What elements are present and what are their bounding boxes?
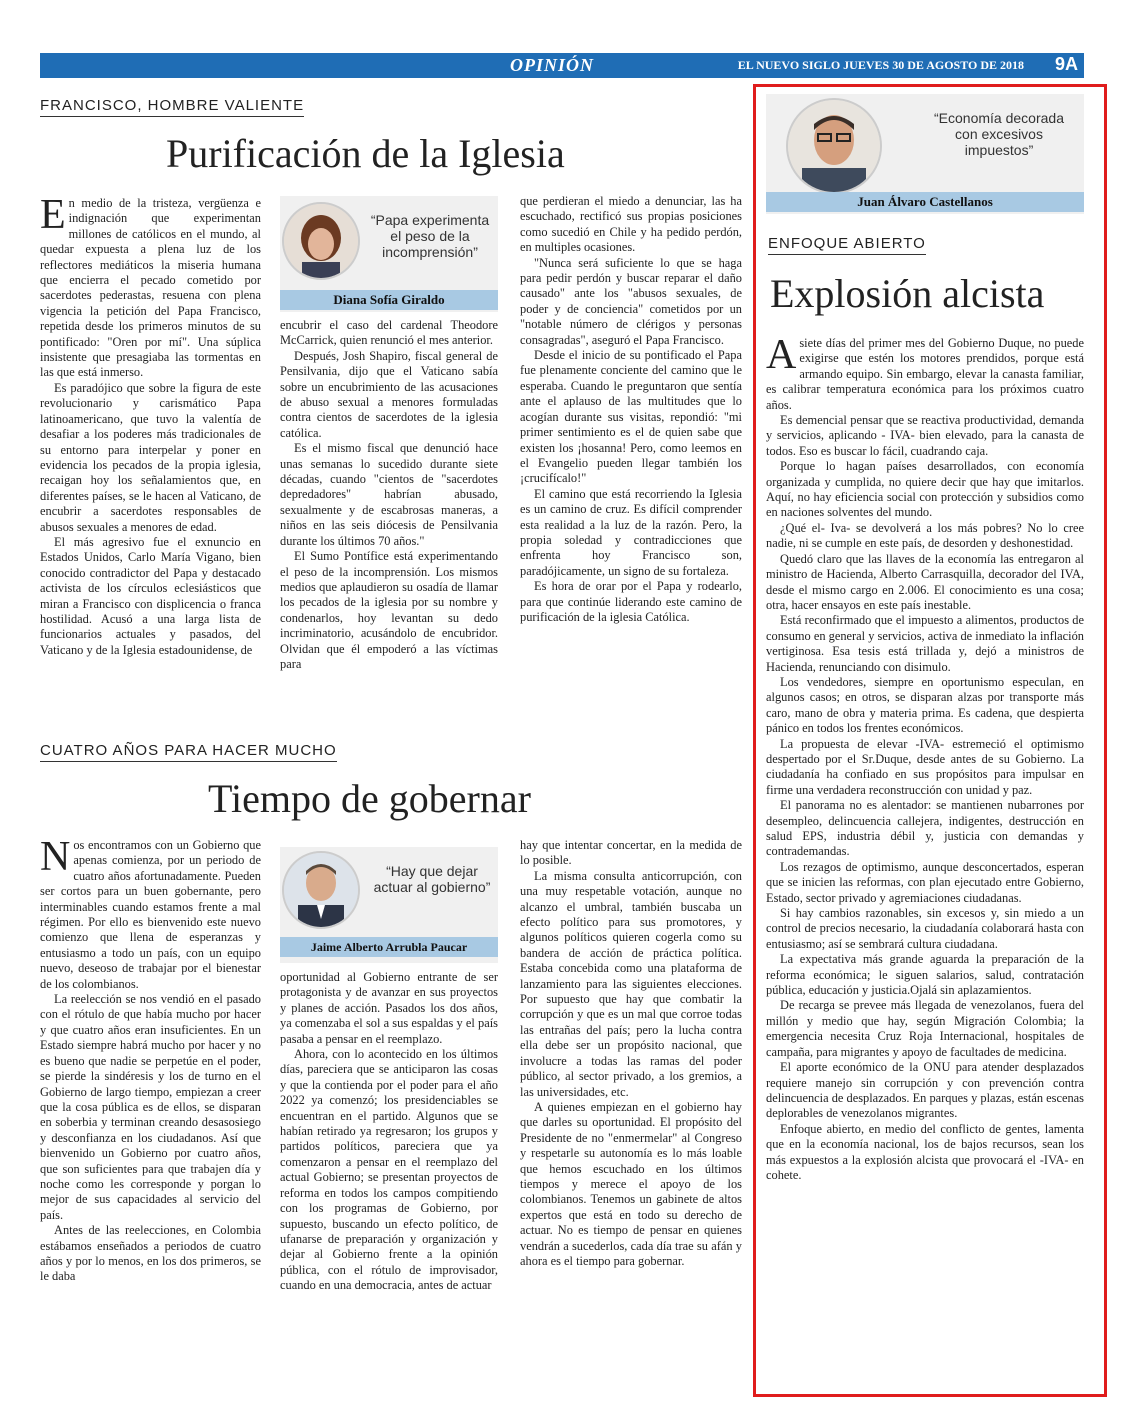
paragraph: Porque lo hagan países desarrollados, con economía organizada y cumplida, no quiere decir que hay que imitarlos. Aquí, no hay eficiencia social con protección y subsidios como en naciones solventes del mundo.	[766, 459, 1084, 520]
paragraph: oportunidad al Gobierno entrante de ser protagonista y de avanzar en sus proyectos y planes de acción. Pasados los dos años, ya comenzaba el sol a sus espaldas y el país pasaba a pensar en el reemplazo.	[280, 970, 498, 1046]
paragraph: Asiete días del primer mes del Gobierno Duque, no puede exigirse que estén los motores prendidos, porque está armando equipo. Sin embargo, elevar la canasta familiar, es calibrar temperatura económica para los próximos cuatro años.	[766, 336, 1084, 412]
paragraph: Es demencial pensar que se reactiva productividad, demanda y servicios, aplicando - IVA- bien elevado, para la canasta de todos. Eso es buscar lo fácil, cuadrando caja.	[766, 413, 1084, 458]
article3-author-box	[766, 94, 1084, 214]
article2-author: Jaime Alberto Arrubla Paucar	[280, 937, 498, 957]
paragraph: encubrir el caso del cardenal Theodore McCarrick, quien renunció el mes anterior.	[280, 318, 498, 348]
paragraph: Es hora de orar por el Papa y rodearlo, para que continúe liderando este camino de purificación de la iglesia Católica.	[520, 579, 742, 624]
paragraph: La misma consulta anticorrupción, con una muy respetable votación, aunque no alcanzo el umbral, también buscaba un efecto político para sus promotores, y algunos políticos quieren cogerla como su bandera de acción de práctica política. Estaba concebida como una plataforma de lanzamiento para las siguientes elecciones. Por supuesto que hay que combatir la corrupción y que es un mal que corroe todas las entrañas del país; pero la lucha contra ella debe ser un propósito nacional, que involucre a todas las ramas del poder público, al sector privado, a los gremios, a las universidades, etc.	[520, 868, 742, 1099]
article2-column-1	[40, 838, 261, 1378]
paragraph: Enfoque abierto, en medio del conflicto de gentes, lamenta que en la economía nacional, los de bajos recursos, sean los más expuestos a la explosión alcista que provocará el -IVA- en cohete.	[766, 1121, 1084, 1182]
paragraph: El más agresivo fue el exnuncio en Estados Unidos, Carlo María Vigano, bien conocido contradictor del Papa y destacado activista de los círculos eclesiásticos que miran a Francisco con displicencia o franca hostilidad. Acusó a una larga lista de funcionarios actuales y pasados, del Vaticano y de la Iglesia estadounidense, de	[40, 534, 261, 657]
section-title: OPINIÓN	[510, 55, 595, 75]
paragraph: El Sumo Pontífice está experimentando el peso de la incomprensión. Los mismos medios que aplaudieron su osadía de llamar los pecados de la iglesia por su nombre y condenarlos, hoy levantan su dedo incriminatorio, acusándolo de encubridor. Olvidan que él empoderó a las víctimas para	[280, 549, 498, 671]
article1-column-2	[280, 318, 498, 716]
paragraph: ¿Qué el- Iva- se devolverá a los más pobres? No lo cree nadie, ni se cumple en este país, de desorden y deshonestidad.	[766, 520, 1084, 551]
paragraph: hay que intentar concertar, en la medida de lo posible.	[520, 838, 742, 868]
paragraph: De recarga se prevee más llegada de venezolanos, fuera del millón y medio que hay, según Migración Colombia; la emergencia necesita Cruz Roja Internacional, hospitales de campaña, para migrantes y apoyo de facultades de medicina.	[766, 998, 1084, 1059]
paragraph: "Nunca será suficiente lo que se haga para pedir perdón y buscar reparar el daño causado" ante los "abusos sexuales, de poder y de conciencia" cometidos por un "notable número de clérigos y personas consagradas", aseguró el Papa Francisco.	[520, 255, 742, 347]
article3-body	[766, 336, 1084, 1380]
article1-headline: Purificación de la Iglesia	[166, 131, 565, 176]
paragraph: Los vendedores, siempre en oportunismo especulan, en algunos casos; en otros, se disparan alzas por transporte más caro, mano de obra y materia prima. Es cadena, que despierta pánico en todos los frentes económicos.	[766, 674, 1084, 736]
paragraph: El camino que está recorriendo la Iglesia es un camino de cruz. Es difícil comprender esta realidad a la luz de la razón. Pero, la propia soledad y contradicciones que enfrenta hoy Francisco son, paradójicamente, un signo de su fortaleza.	[520, 486, 742, 578]
paragraph: Desde el inicio de su pontificado el Papa fue plenamente conciente del camino que le esperaba. Cuando le preguntaron que sentía ante el aplauso de las multitudes que lo acogían durante sus visitas, repondió: "mi primer sentimiento es el de quien sabe que existen los ¡hosanna! Pero, como leemos en el Evangelio pueden llegar también los ¡crucifícalo!"	[520, 348, 742, 486]
article3-headline: Explosión alcista	[770, 271, 1045, 316]
article2-author-box	[280, 847, 498, 963]
author-photo-juan	[786, 98, 882, 194]
article2-column-3	[520, 838, 742, 1378]
article3-author: Juan Álvaro Castellanos	[766, 192, 1084, 212]
paragraph: Los rezagos de optimismo, aunque desconcertados, esperan que se inicien las reformas, con plan ejecutado entre Gobierno, Estado, sector privado y agremiaciones ciudadanas.	[766, 859, 1084, 905]
paragraph: que perdieran el miedo a denunciar, las ha escuchado, rectificó sus propias posiciones como sucedió en Chile y ha pedido perdón, en multiples ocasiones.	[520, 194, 742, 255]
paragraph: El panorama no es alentador: se mantienen nubarrones por desempleo, delincuencia callejera, indigentes, destrucción en salud EPS, industria débil y, justicia con demandas y contrademandas.	[766, 798, 1084, 859]
article2-quote: “Hay que dejar actuar al gobierno”	[373, 863, 491, 895]
paragraph: Si hay cambios razonables, sin excesos y, sin miedo a un control de precios necesario, la ciudadanía colaborará hasta con entusiasmo; así se sembrará cultura ciudadana.	[766, 906, 1084, 951]
paragraph: Está reconfirmado que el impuesto a alimentos, productos de consumo en general y servicios, activa de inmediato la inflación vertiginosa. Esa tesis está trillada y, dejó a ministros de Hacienda, renunciando con disimulo.	[766, 613, 1084, 674]
paragraph: Ahora, con lo acontecido en los últimos días, pareciera que se anticiparon las cosas y que la contienda por el poder para el año 2022 ya comenzó; los presidenciables se encuentran en el partido. Algunos que se habían retirado ya regresaron; los grupos y partidos políticos, pareciera que ya comenzaron a pensar en el reemplazo del actual Gobierno; se presentan proyectos de reforma en todos los campos compitiendo con los programas de Gobierno, por supuesto, buscando un efecto político, de ufanarse de preparación y organización y dejar al Gobierno frente a la opinión pública, con el rótulo de improvisador, cuando en una democracia, antes de actuar	[280, 1047, 498, 1293]
article2-headline: Tiempo de gobernar	[208, 776, 531, 821]
paragraph: El aporte económico de la ONU para atender desplazados requiere manejo sin corrupción y con prevención contra delincuencia de desplazados. En parques y plazas, están escenas deplorables de venezolanos migrantes.	[766, 1060, 1084, 1121]
paragraph: La reelección se nos vendió en el pasado con el rótulo de que había mucho por hacer y que cuatro años eran insuficientes. En un Estado siempre habrá mucho por hacer y no es bueno que nadie se perpetúe en el poder, se pierde la sindéresis y los de turno en el Gobierno de largo tiempo, empiezan a creer que la cosa pública es de ellos, se disparan en soberbia y terminan creando desasosiego y desconfianza en los ciudadanos. Así que bienvenido un Gobierno por cuatro años, que son suficientes para que trabajen día y noche como les corresponde y porgan lo mejor de sus capacidades al servicio del país.	[40, 992, 261, 1222]
paragraph: Antes de las reelecciones, en Colombia estábamos enseñados a periodos de cuatro años y por lo menos, en los dos primeros, se le daba	[40, 1223, 261, 1284]
page-number: 9A	[1054, 54, 1078, 74]
article3-quote: “Economía decorada con excesivos impuestos”	[934, 110, 1064, 158]
author-photo-jaime	[282, 851, 360, 929]
author-photo-diana	[282, 202, 360, 280]
article1-column-1	[40, 196, 261, 716]
paragraph: Es el mismo fiscal que denunció hace unas semanas lo sucedido durante siete décadas, cuando "cientos de "sacerdotes depredadores" habrían abusado, sexualmente y de escabrosas maneras, a niños en las seis diócesis de Pensilvania durante los últimos 70 años."	[280, 441, 498, 548]
paragraph: Quedó claro que las llaves de la economía las entregaron al ministro de Hacienda, Alberto Carrasquilla, decorador del IVA, desde el mismo cargo en 2.006. El conocimiento es una cosa; otra, hacer ensayos en este país inestable.	[766, 551, 1084, 612]
paragraph: La expectativa más grande aguarda la preparación de la reforma económica; le siguen salarios, salud, contratación pública, educación y justicia.Ojalá sin aplazamientos.	[766, 952, 1084, 998]
paragraph: En medio de la tristeza, vergüenza e indignación que experimentan millones de católicos en el mundo, al quedar expuesta a plena luz de los reflectores mediáticos la miseria humana que encierra el pecado cometido por sacerdotes pederastas, resuena con plena vigencia la petición del Papa Francisco, repetida desde los primeros minutos de su pontificado: "Oren por mí". Una súplica insistente que presagiaba las tormentas en las que está inmerso.	[40, 196, 261, 380]
paragraph: Después, Josh Shapiro, fiscal general de Pensilvania, dijo que el Vaticano sabía sobre un encubrimiento de las acusaciones de abuso sexual a menores formuladas contra cientos de sacerdotes de la iglesia católica.	[280, 348, 498, 440]
masthead-bar	[40, 53, 1084, 78]
paragraph: A quienes empiezan en el gobierno hay que darles su oportunidad. El propósito del Presidente de no "enmermelar" al Congreso y respetarle su autonomía es lo más loable que hemos escuchado en los últimos tiempos y merece el apoyo de los colombianos. Tenemos un gabinete de altos expertos que está en todo su derecho de actuar. No es tiempo de pensar en quienes vendrán a sucederlos, cada día trae su afán y ahora es el tiempo para gobernar.	[520, 1099, 742, 1268]
article1-column-3	[520, 194, 742, 716]
article3-kicker: ENFOQUE ABIERTO	[768, 235, 926, 255]
paragraph: Es paradójico que sobre la figura de este revolucionario y carismático Papa latinoamericano, que tuvo la valentía de desafiar a los poderes más tradicionales de su entorno para interpelar y poner en evidencia los pecados de la propia iglesia, recaigan hoy los señalamientos que, en diferentes países, se le hacen al Vaticano, de encubrir a sacerdotes responsables de abusos sexuales a menores de edad.	[40, 380, 261, 534]
article1-author: Diana Sofía Giraldo	[280, 290, 498, 310]
article2-column-2	[280, 970, 498, 1378]
paper-date: EL NUEVO SIGLO JUEVES 30 DE AGOSTO DE 2018	[737, 58, 1024, 72]
paragraph: Nos encontramos con un Gobierno que apenas comienza, por un periodo de cuatro años afortunadamente. Pueden ser cortos para un buen gobernante, pero interminables cuando estamos frente a mal régimen. Por ello es bienvenido este nuevo comienzo que llena de esperanzas y entusiasmo a todo un país, con un equipo nuevo, deseoso de trabajar por el bienestar de los colombianos.	[40, 838, 261, 991]
article2-kicker: CUATRO AÑOS PARA HACER MUCHO	[40, 742, 337, 762]
article1-kicker: FRANCISCO, HOMBRE VALIENTE	[40, 97, 304, 117]
article1-author-box	[280, 196, 498, 312]
paragraph: La propuesta de elevar -IVA- estremeció el optimismo despertado por el Sr.Duque, desde antes de su Gobierno. La ciudadanía ha confiado en sus propósitos para impulsar en firme una verdadera reconstrucción con unidad y paz.	[766, 736, 1084, 797]
article1-quote: “Papa experimenta el peso de la incomprensión”	[370, 212, 490, 260]
